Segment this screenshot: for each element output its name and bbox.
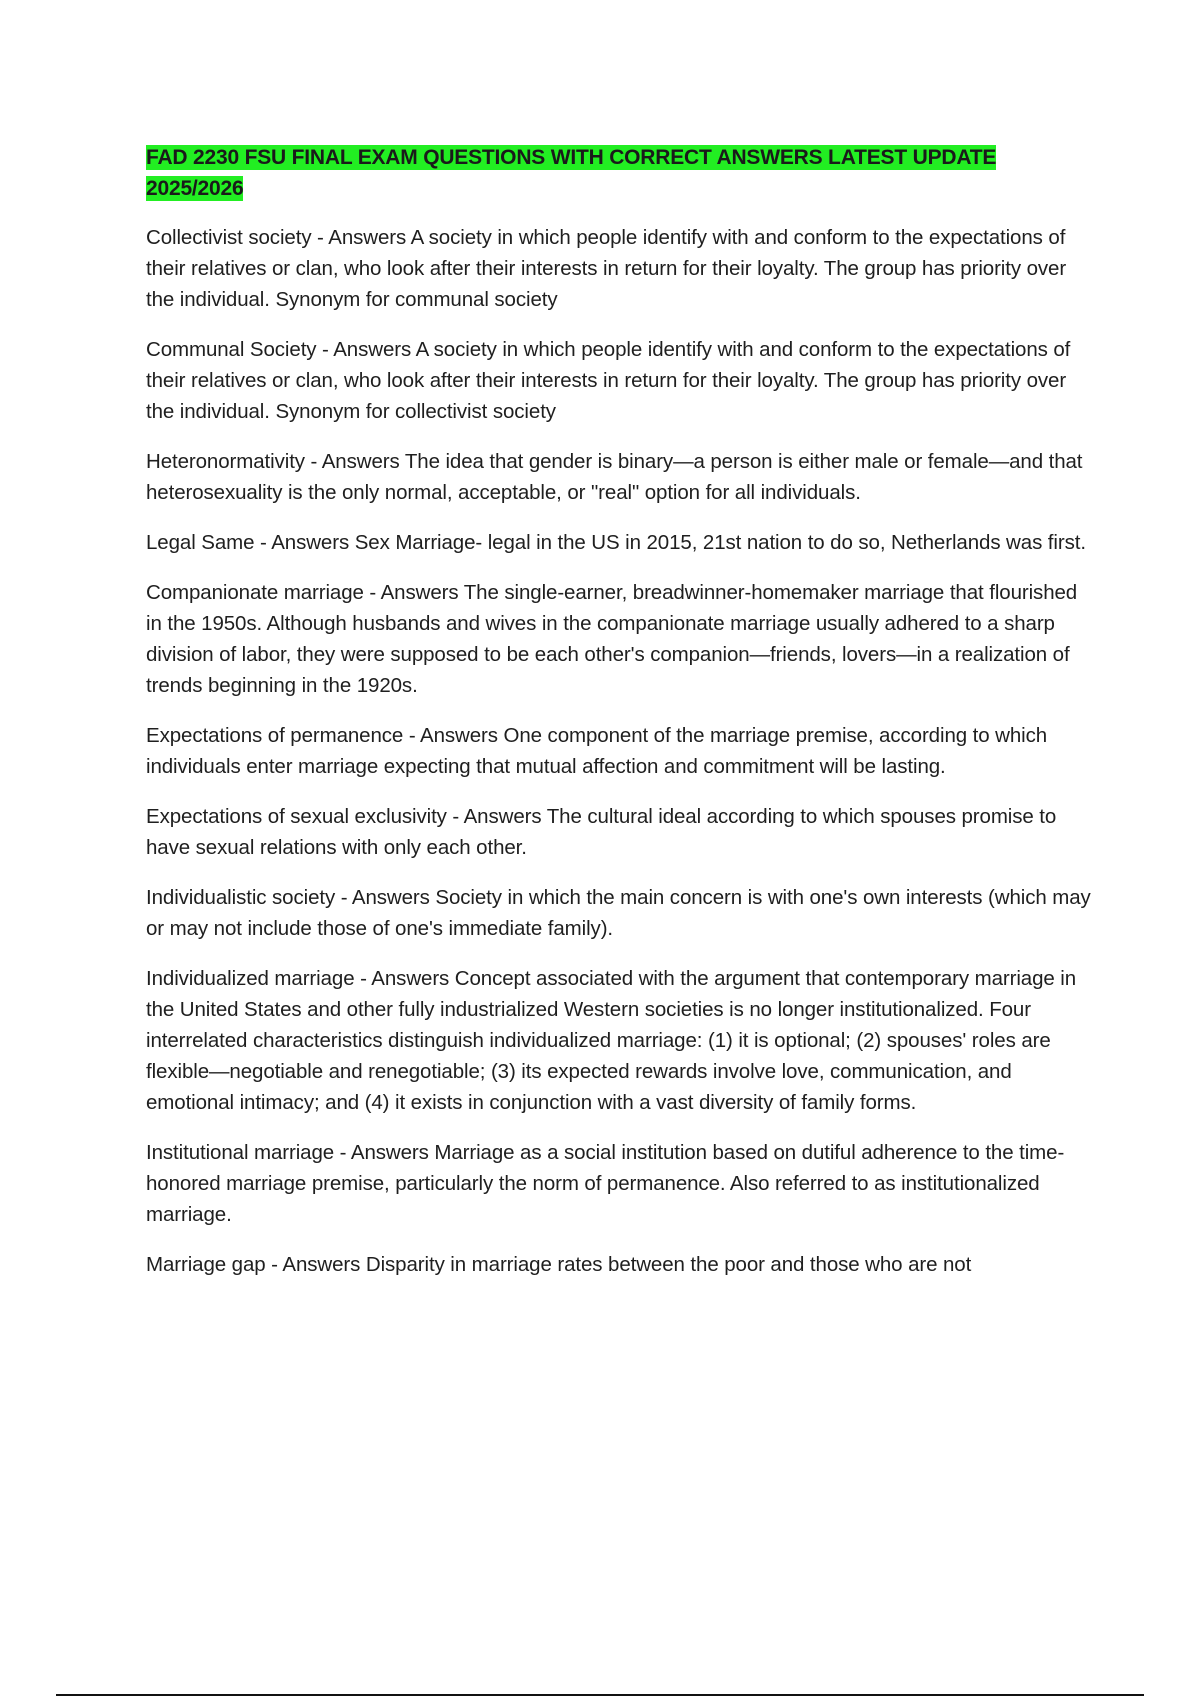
entry-companionate-marriage: Companionate marriage - Answers The single-earner, breadwinner-homemaker marriage that flourished in the 1950s. Although husbands and wives in the companionate marriage usually adhered to a sharp division of labor, they were supposed to be each other's companion—friends, lovers—in a realization of trends beginning in the 1920s. [146,581,1078,697]
entry-expectations-of-permanence: Expectations of permanence - Answers One component of the marriage premise, according to which individuals enter marriage expecting that mutual affection and commitment will be lasting. [146,724,1048,778]
document-content [146,142,1096,1299]
title-highlight: FAD 2230 FSU FINAL EXAM QUESTIONS WITH CORRECT ANSWERS LATEST UPDATE 2025/2026 [146,146,997,200]
entry-heteronormativity: Heteronormativity - Answers The idea that gender is binary—a person is either male or female—and that heterosexuality is the only normal, acceptable, or "real" option for all individuals. [146,450,1083,504]
entry-individualized-marriage: Individualized marriage - Answers Concept associated with the argument that contemporary marriage in the United States and other fully industrialized Western societies is no longer institutionalized. Four interrelated characteristics distinguish individualized marriage: (1) it is optional; (2) spouses' roles are flexible—negotiable and renegotiable; (3) its expected rewards involve love, communication, and emotional intimacy; and (4) it exists in conjunction with a vast diversity of family forms. [146,967,1077,1114]
entry-collectivist-society: Collectivist society - Answers A society in which people identify with and conform to the expectations of their relatives or clan, who look after their interests in return for their loyalty. The group has priority over the individual. Synonym for communal society [146,226,1067,311]
entry-individualistic-society: Individualistic society - Answers Society in which the main concern is with one's own interests (which may or may not include those of one's immediate family). [146,886,1091,940]
entry-communal-society: Communal Society - Answers A society in which people identify with and conform to the expectations of their relatives or clan, who look after their interests in return for their loyalty. The group has priority over the individual. Synonym for collectivist society [146,338,1071,423]
entry-institutional-marriage: Institutional marriage - Answers Marriage as a social institution based on dutiful adherence to the time-honored marriage premise, particularly the norm of permanence. Also referred to as institutionalized marriage. [146,1141,1065,1226]
entry-legal-same-sex-marriage: Legal Same - Answers Sex Marriage- legal in the US in 2015, 21st nation to do so, Netherlands was first. [146,531,1086,554]
entry-marriage-gap: Marriage gap - Answers Disparity in marriage rates between the poor and those who are not [146,1253,972,1276]
footer-divider [56,1694,1144,1696]
entry-expectations-of-sexual-exclusivity: Expectations of sexual exclusivity - Answers The cultural ideal according to which spouses promise to have sexual relations with only each other. [146,805,1057,859]
document-title [146,142,1096,204]
